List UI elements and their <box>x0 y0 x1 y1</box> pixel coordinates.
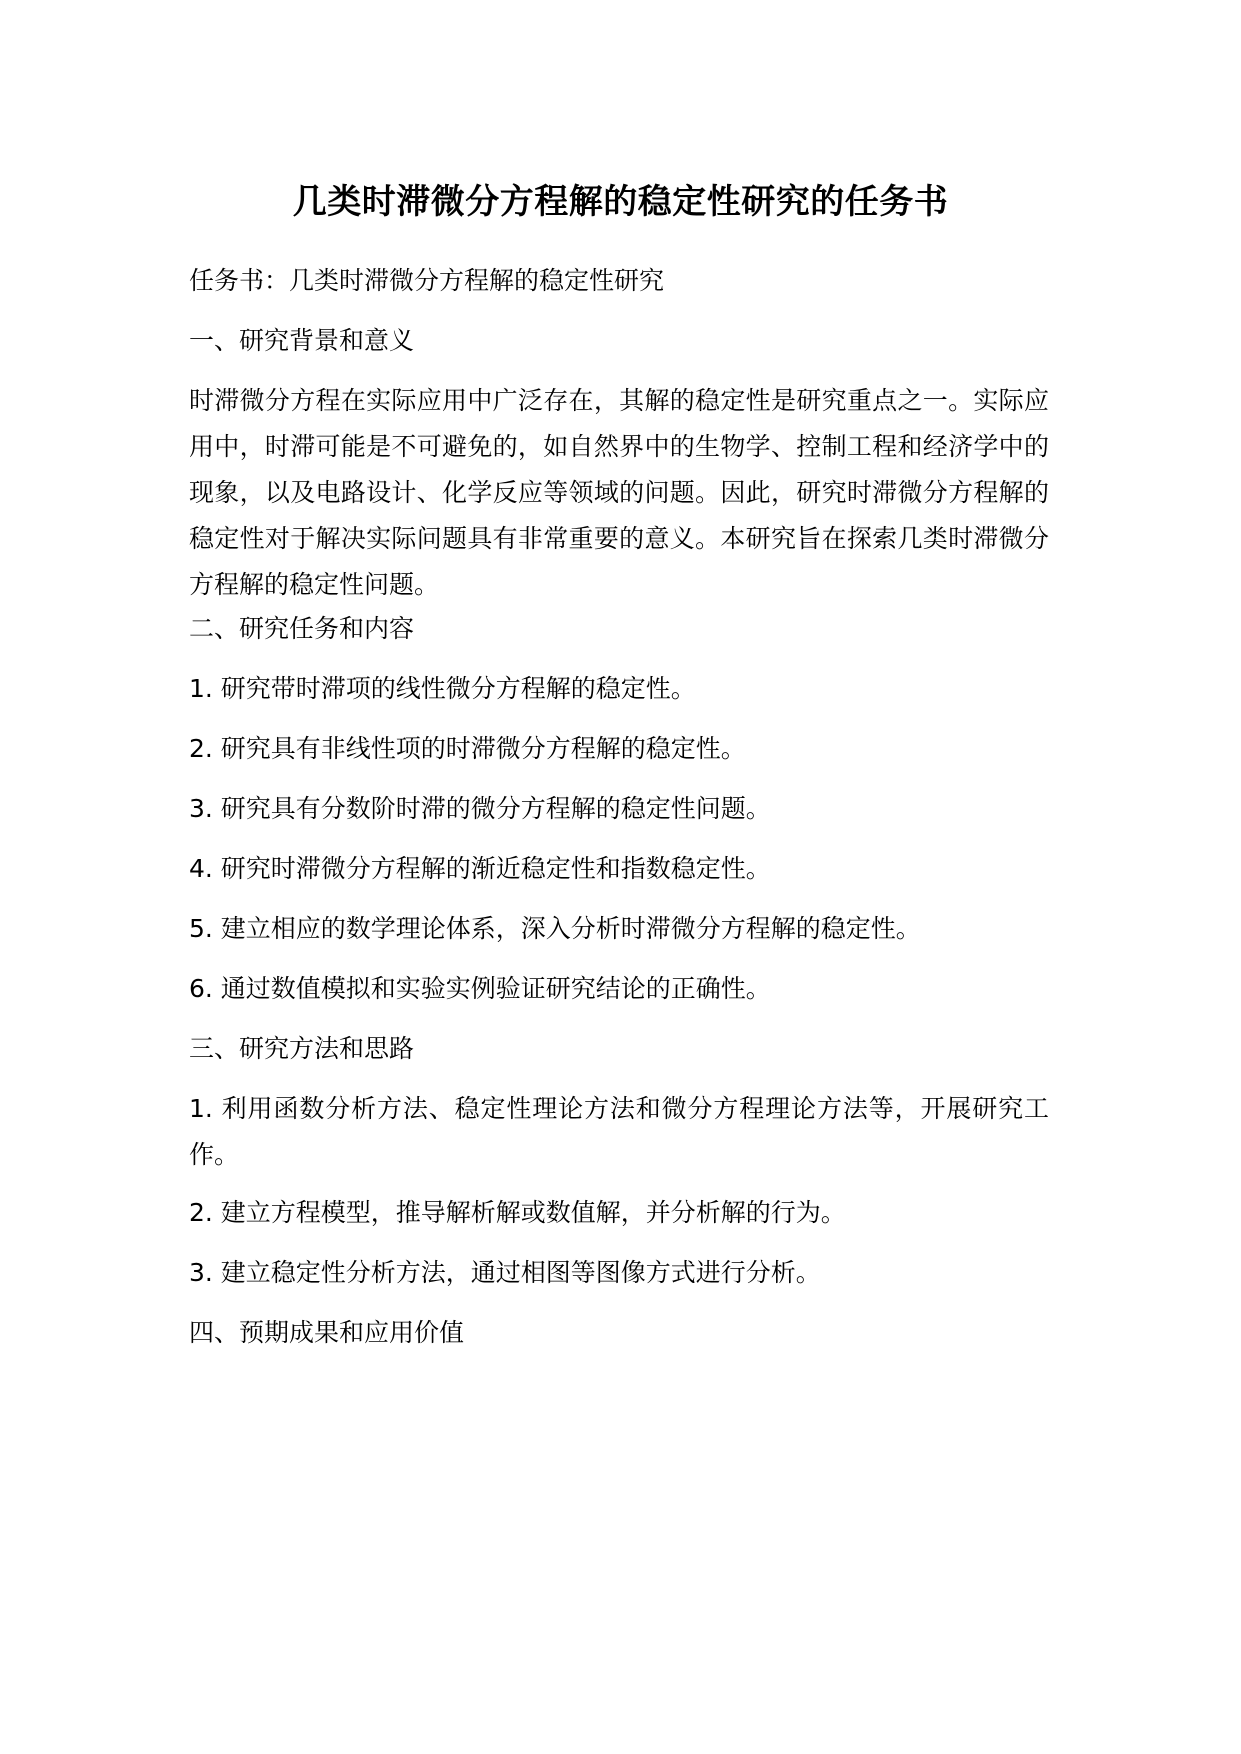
section-1-heading: 一、研究背景和意义 <box>189 326 415 355</box>
list-item: 3. 研究具有分数阶时滞的微分方程解的稳定性问题。 <box>189 794 771 823</box>
list-item: 6. 通过数值模拟和实验实例验证研究结论的正确性。 <box>189 974 771 1003</box>
list-item: 1. 利用函数分析方法、稳定性理论方法和微分方程理论方法等，开展研究工作。 <box>189 1094 1049 1169</box>
section-2-heading: 二、研究任务和内容 <box>189 614 415 643</box>
section-3-heading: 三、研究方法和思路 <box>189 1034 415 1063</box>
document-subtitle: 任务书：几类时滞微分方程解的稳定性研究 <box>189 266 665 295</box>
list-item: 5. 建立相应的数学理论体系，深入分析时滞微分方程解的稳定性。 <box>189 914 921 943</box>
document-title: 几类时滞微分方程解的稳定性研究的任务书 <box>292 182 949 222</box>
list-item: 2. 建立方程模型，推导解析解或数值解，并分析解的行为。 <box>189 1198 846 1227</box>
section-4-heading: 四、预期成果和应用价值 <box>189 1318 465 1347</box>
list-item: 3. 建立稳定性分析方法，通过相图等图像方式进行分析。 <box>189 1258 821 1287</box>
list-item: 1. 研究带时滞项的线性微分方程解的稳定性。 <box>189 674 696 703</box>
list-item: 2. 研究具有非线性项的时滞微分方程解的稳定性。 <box>189 734 746 763</box>
list-item: 4. 研究时滞微分方程解的渐近稳定性和指数稳定性。 <box>189 854 771 883</box>
section-1-paragraph: 时滞微分方程在实际应用中广泛存在，其解的稳定性是研究重点之一。实际应用中，时滞可能是不可避免的，如自然界中的生物学、控制工程和经济学中的现象，以及电路设计、化学反应等领域的问题。因此，研究时滞微分方程解的稳定性对于解决实际问题具有非常重要的意义。本研究旨在探索几类时滞微分方程解的稳定性问题。 <box>189 386 1049 599</box>
